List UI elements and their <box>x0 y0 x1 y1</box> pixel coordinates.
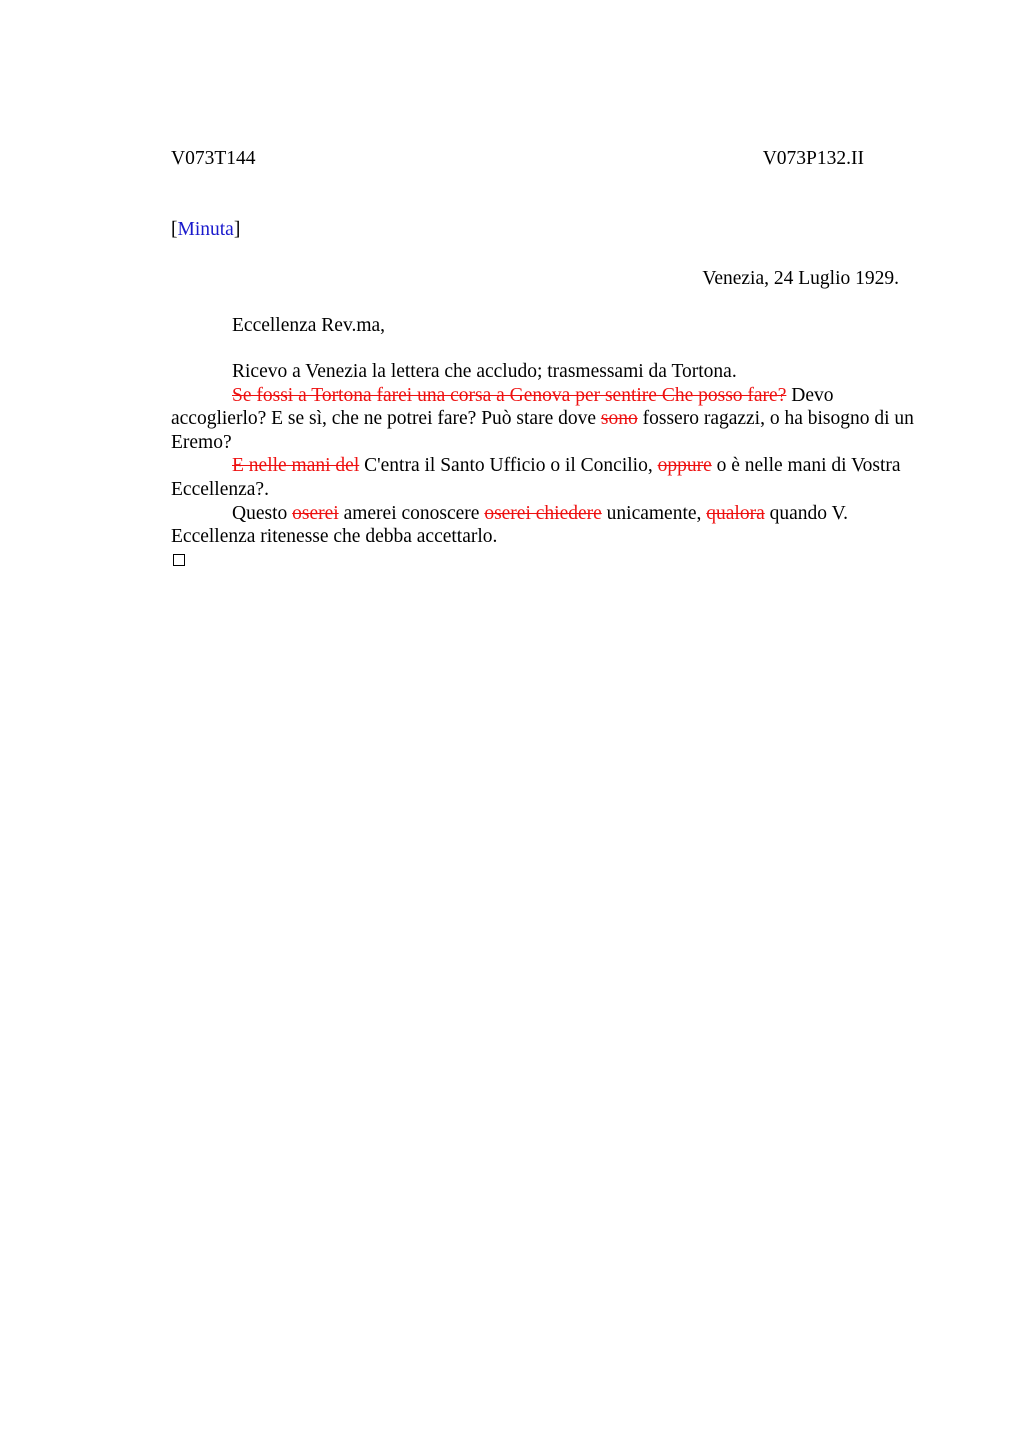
paragraph-text: C'entra il Santo Ufficio o il Concilio, <box>359 455 658 477</box>
letter-body <box>171 360 916 549</box>
letter-paragraph <box>171 502 916 549</box>
paragraph-text: Questo <box>232 502 293 524</box>
deleted-text: oserei <box>292 502 339 524</box>
deleted-text: oppure <box>657 455 712 477</box>
paragraph-text: o è nelle mani di Vostra Eccellenza?. <box>171 455 901 500</box>
letter-paragraph <box>171 384 916 455</box>
document-id-right: V073P132.II <box>762 148 864 169</box>
deleted-text: Se fossi a Tortona farei una corsa a Genova per sentire Che posso fare? <box>232 384 787 406</box>
paragraph-text: amerei conoscere <box>338 502 485 524</box>
end-marker-box <box>173 554 185 566</box>
paragraph-text: unicamente, <box>601 502 707 524</box>
paragraph-text: fossero ragazzi, o ha bisogno di un Eremo? <box>171 408 914 453</box>
letter-paragraph <box>171 454 916 501</box>
deleted-text: qualora <box>706 502 765 524</box>
minuta-label <box>171 217 240 243</box>
minuta-open-bracket: [ <box>171 219 178 240</box>
paragraph-text: Devo accoglierlo? E se sì, che ne potrei fare? Può stare dove <box>171 384 834 430</box>
deleted-text: E nelle mani del <box>232 455 360 477</box>
document-id-left: V073T144 <box>171 148 256 169</box>
letter-salutation: Eccellenza Rev.ma, <box>232 315 386 336</box>
paragraph-text: Ricevo a Venezia la lettera che accludo; trasmessami da Tortona. <box>232 361 737 382</box>
letter-date: Venezia, 24 Luglio 1929. <box>702 268 899 289</box>
document-header <box>171 146 864 172</box>
minuta-close-bracket: ] <box>233 219 241 240</box>
letter-paragraph <box>171 360 916 384</box>
deleted-text: sono <box>600 408 638 430</box>
deleted-text: oserei chiedere <box>484 502 602 524</box>
paragraph-text: quando V. Eccellenza ritenesse che debba accettarlo. <box>171 502 849 548</box>
minuta-link[interactable]: Minuta <box>177 219 234 240</box>
